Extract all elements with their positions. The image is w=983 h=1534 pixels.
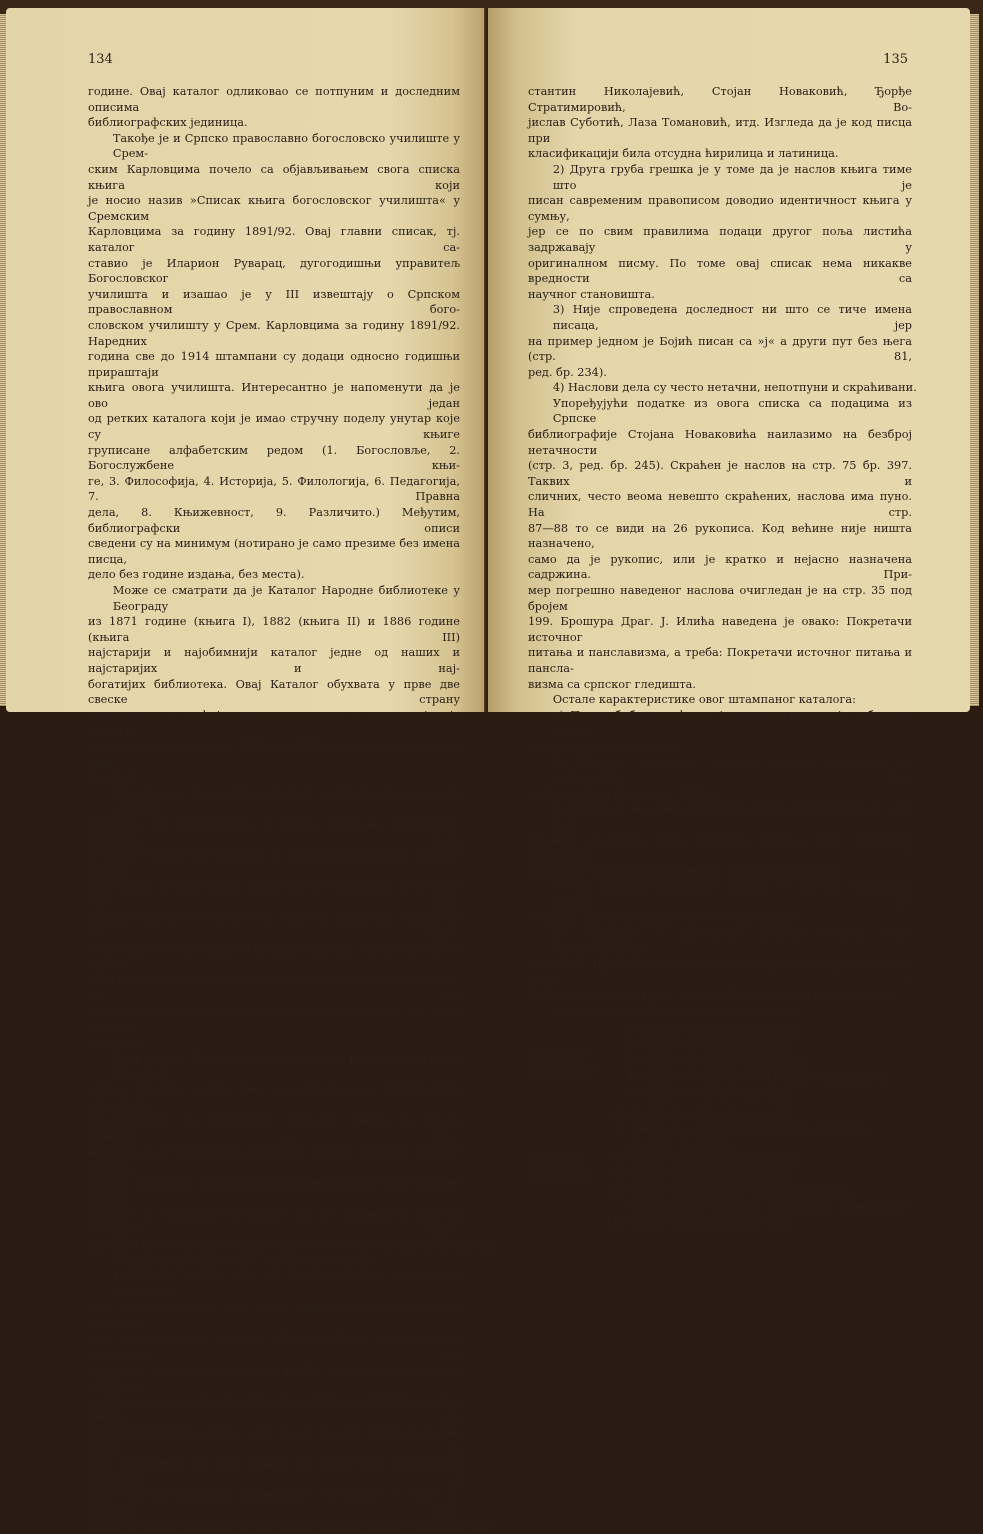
text-line: визма са српског гледишта. — [528, 677, 696, 691]
toc-item-continuation: (француски, енглески, холандски, талијански); — [629, 1200, 913, 1214]
text-line: Такође је и Српско православно богословско училиште у Срем- — [112, 131, 460, 161]
text-line: жило је да се погрешно штампани табаци у списку замене исправ- — [88, 1145, 460, 1174]
text-line: јислав Суботић, Лаза Томановић, итд. Изгледа да је код писца при — [528, 116, 912, 145]
toc-group — [528, 1024, 912, 1102]
text-line: само да је рукопис, или је кратко и нејасно назначена садржина. При- — [528, 552, 912, 582]
text-line: књига овога училишта. Интересантно је напоменути да је ово један — [88, 381, 460, 410]
text-line: дела српска штампана латиницом« (Остојић). — Тако су доспели међу — [88, 1488, 460, 1518]
text-line: Остале карактеристике овог штампаног каталога: — [552, 693, 856, 707]
toc-item — [594, 1121, 913, 1137]
toc-item — [594, 1215, 913, 1231]
text-line: библиографских јединица. — [88, 116, 248, 130]
toc-item-text: Књиге на хрватском језику; — [629, 1106, 797, 1120]
text-line: сличних, често веома невешто скраћених, наслова има пуно. На стр. — [528, 490, 912, 520]
text-line: Овај списак Матичиних књига рађен је на иницијативу Управног — [112, 1051, 460, 1081]
text-line: се књиге на хрватском језику не би оделиле од књига на српском — [88, 1363, 460, 1393]
toc-item-number: 2) — [626, 1040, 638, 1054]
text-line: лози, односно спискови по именима писаца, затим списак по струка- — [88, 942, 460, 972]
toc-items — [594, 1106, 913, 1231]
text-line: како аутор у предговору свога списка саопштава и послови око уну- — [88, 880, 460, 909]
text-line: ред. бр. 234). — [528, 365, 607, 379]
text-line: јер се по свим правилима подаци другог поља листића задржавају у — [528, 225, 912, 254]
toc-item-number: 5) — [626, 1087, 638, 1100]
text-line: дела, 8. Књижевност, 9. Различито.) Међутим, библиографски описи — [88, 506, 460, 535]
text-line: 4) Наслови дела су често нетачни, непотпуни и скраћивани. — [552, 381, 917, 395]
text-line: по писцу или по наслову. — [528, 739, 680, 753]
text-line: библиографије Стојана Новаковића наилазимо на безброј нетачности — [528, 428, 912, 457]
toc-item — [594, 1168, 913, 1184]
toc-item-number: 6) — [612, 1106, 624, 1120]
toc-group-label-line: штампано — [528, 1153, 589, 1167]
text-line: Књиге у списку поређане су овим редом: — [552, 1005, 801, 1019]
text-line: оригиналном писму. По томе овај списак нема никакве вредности са — [528, 256, 912, 286]
text-line: 87—88 то се види на 26 рукописа. Код већине није ништа назначено, — [528, 521, 912, 551]
text-line: (стр. 3, ред. бр. 245). Скраћен је наслов на стр. 75 бр. 397. Таквих и — [528, 459, 912, 488]
text-line: вановим све погрешке исправе и да о том поднесу извештај одбору. — [88, 1238, 498, 1252]
toc-item-number: 9) — [612, 1168, 624, 1182]
toc-item — [594, 1152, 913, 1168]
text-line: лендара, или је нотирано просто »Календар«. — [528, 911, 804, 925]
text-line: Може се сматрати да је Каталог Народне библиотеке у Београду — [112, 584, 460, 613]
language-order-list — [528, 1024, 912, 1231]
text-line: писан савременим правописом доводио идентичност књига у сумњу, — [528, 194, 912, 223]
right-page-paragraphs — [528, 84, 917, 1020]
text-line: три списка штампан је једино Списак по писцима, јер је он највише — [88, 1005, 460, 1034]
text-line: ским Карловцима почело са објављивањем свога списка књига који — [88, 162, 460, 192]
text-line: б) Подаци старијих српских књига наведени су савременим пра- — [552, 755, 912, 785]
toc-group-label-line: штампано — [528, 1048, 589, 1062]
toc-item-continuation: (чешки, пољски); — [629, 1137, 734, 1151]
toc-item-number: 8) — [612, 1153, 624, 1167]
toc-item-number: 7) — [612, 1122, 624, 1136]
text-line: Упоређујући податке из овога списка са подацима из Српске — [552, 396, 912, 426]
text-line: Карловцима за годину 1891/92. Овај главни списак, тј. каталог са- — [88, 225, 460, 254]
toc-item-text: Књиге на српском језику; — [644, 1024, 800, 1038]
text-line: одбора Матице српске без консултовања са Књижевним одељењем. — [88, 1083, 460, 1112]
text-line: најстарији и најобимнији каталог једне од наших и најстаријих и нај- — [88, 646, 460, 675]
text-line: в) Новине и часописи нотирани су под својим именом, а не под — [552, 802, 912, 831]
text-line: библиотеци (сигнатура), а други број је текући број каталога. — [528, 989, 899, 1003]
toc-item-number: 10) — [604, 1184, 624, 1198]
text-line: Прегледајући га, Књижевно одељење нашло је многе замерке и тра- — [88, 1114, 460, 1143]
text-line: г) Код пописа календара држало се обично одређеног имена ка- — [552, 880, 912, 909]
text-line: јединице. Први број појачан дебљом цртом је број смештаја реда у — [528, 958, 912, 987]
toc-item-text: Књиге на осталим словенским језицима — [629, 1122, 872, 1136]
toc-group — [528, 1106, 912, 1231]
text-line: српскохрватском језику«, или да се уз овај каталог овакав какав је — [88, 1426, 460, 1455]
text-line: трашњег уређења Библиотеке били су завршени. Завршени су ката- — [88, 911, 460, 941]
text-line: именом уредника (код старијих издања има неколико отступања — — [528, 833, 912, 863]
text-line: ставио је Иларион Руварац, дугогодишњи управитељ Богословског — [88, 256, 460, 286]
text-line: богатијих библиотека. Овај Каталог обухвата у прве две свеске страну — [88, 677, 460, 707]
text-line: стантин Николајевић, Стојан Новаковић, Ђорђе Стратимировић, Во- — [528, 85, 912, 114]
text-line: је носио назив »Списак књига богословског училишта« у Сремским — [88, 194, 460, 223]
text-line: д) Запажају се двоструки бројеви испред сваке библиографске — [552, 927, 912, 956]
text-line: која је предлагала (Грчић): »Грешка би се могла једино исправити ако — [88, 1332, 460, 1362]
text-line: искуство Ст. Миловановy. У време издавања Матичиног каталога, када — [88, 817, 460, 847]
toc-item-text: Књиге на мађарском језику; — [629, 1153, 801, 1167]
text-line: година све до 1914 штампани су додаци односно годишњи прираштаји — [88, 350, 460, 379]
text-line: научног становишта. — [528, 287, 655, 301]
text-line: словском училишту у Срем. Карловцима за годину 1891/92. Наредних — [88, 318, 460, 348]
text-line: дело без године издања, без места). — [88, 568, 305, 582]
text-line: из 1871 године (књига I), 1882 (књига II) и 1886 године (књига III) — [88, 615, 460, 644]
page-edges-right — [970, 14, 979, 706]
toc-group-label — [528, 1106, 594, 1231]
page-number-right: 135 — [883, 52, 908, 67]
text-line: од ретких каталога који је имао стручну поделу унутар које су књиге — [88, 412, 460, 442]
toc-item-text: Књиге на латинском језику. — [629, 1215, 799, 1229]
toc-group-label-line: латиницом — [528, 1168, 594, 1182]
text-line: нотирана под именом уредника, односно издавача). — [528, 864, 842, 878]
text-line: Главни недостаци овога списка су следећи: — [112, 1254, 376, 1268]
text-line: су у хрватске писце. Ову грубу грешку констатовала је и комисија — [88, 1301, 460, 1330]
text-line: и приновљене књиге од 1886 до 1892 године, поново страну књи- — [88, 739, 460, 769]
left-page-text — [88, 84, 498, 1534]
text-line: хрватске писце на пример ови српски писци: Живко Гојковић, Кон- — [88, 1519, 495, 1533]
toc-item-text: Књиге на бугарском језику; — [644, 1055, 812, 1069]
text-line: се јавност први пут упознаје са фондом Библиотеке Матице српске, — [88, 849, 460, 878]
text-line: Грчића и Тихомира Остојића да са уредником списка Стеваном Мило- — [88, 1207, 460, 1237]
text-line: сведени су на минимум (нотирано је само презиме без имена писца, — [88, 537, 460, 566]
toc-item-text: Књиге на осталим страним језицима — [629, 1184, 852, 1198]
toc-items — [608, 1024, 912, 1102]
text-line: мер погрешно наведеног наслова очигледан је на стр. 35 под бројем — [528, 584, 912, 613]
text-line: вописом, па и име самог писца. — [528, 786, 719, 800]
text-line: ма и списак како су књиге уведене и поређане у библиотеци. Од ова — [88, 973, 460, 1003]
text-line: жевност. — [88, 771, 142, 785]
toc-item — [608, 1039, 912, 1055]
toc-item-number: 1) — [626, 1024, 638, 1038]
text-line: књижевност, у трећој књижевност српску, а у четвртој, која садржи — [88, 708, 460, 738]
text-line: и тражен. — [88, 1036, 148, 1050]
toc-item-text: Књиге на немачком језику; — [629, 1168, 795, 1182]
text-line: 1) Српски писци чија су дела штампана латиницом уврштени — [112, 1270, 460, 1299]
text-line: училишта и изашао је у III извештају о Српском православном бого- — [88, 287, 460, 317]
text-line: године. Овај каталог одликовао се потпуним и доследним описима — [88, 85, 460, 114]
toc-item-text: Књиге на руском језику; — [644, 1040, 792, 1054]
text-line: 3) Није спроведена доследност ни што се тиче имена писаца, јер — [552, 303, 912, 332]
text-line: груписане алфабетским редом (1. Богословље, 2. Богослужбене књи- — [88, 443, 460, 473]
text-line: а) Попис библиографских јединица извршен је азбучним редом — [552, 708, 912, 738]
text-line: језику, него када би све уште под једним заједнички наслов књиге на — [88, 1394, 460, 1424]
text-line: питања и панславизма, а треба: Покретачи источног питања и пансла- — [528, 646, 912, 675]
text-line: ге, 3. Философија, 4. Историја, 5. Филологија, 6. Педагогија, 7. Правна — [88, 474, 460, 504]
toc-item-text: Књиге на румунском језику, ћирилицом; — [644, 1071, 890, 1085]
toc-group-label-line: ћирилицом — [528, 1063, 596, 1077]
right-page-text — [528, 84, 917, 1230]
text-line: љеним. Ради тога одредио је Књижевни одбор своје чланове Јована — [88, 1176, 460, 1206]
toc-item — [594, 1106, 913, 1122]
toc-item — [594, 1184, 913, 1200]
toc-item-text: Књиге на грчком језику; — [644, 1087, 793, 1100]
toc-item — [608, 1055, 912, 1071]
text-line: на пример једном је Бојић писан са »ј« а други пут без њега (стр. 81, — [528, 334, 912, 364]
toc-group-label — [528, 1024, 608, 1102]
toc-item-number: 4) — [626, 1071, 638, 1085]
left-page — [6, 8, 498, 1533]
toc-item-number: 11) — [604, 1215, 624, 1229]
text-line: дода напомена да под »књиге на хрватском језикуваља разумети и — [88, 1457, 460, 1486]
text-line: класификацији била отсудна ћирилица и латиница. — [528, 147, 839, 161]
toc-item — [608, 1086, 912, 1102]
toc-item-number: 3) — [626, 1055, 638, 1069]
text-line: 2) Друга груба грешка је у томе да је наслов књига тиме што је — [552, 162, 912, 192]
text-line: Наравно да су овакви каталози могли да пруже доста оскудно — [112, 786, 460, 816]
toc-item — [608, 1024, 912, 1040]
text-line: 199. Брошура Драг. Ј. Илића наведена је овако: Покретачи источног — [528, 615, 912, 644]
page-number-left: 134 — [88, 52, 113, 67]
toc-item — [608, 1070, 912, 1086]
right-page — [488, 8, 970, 1229]
